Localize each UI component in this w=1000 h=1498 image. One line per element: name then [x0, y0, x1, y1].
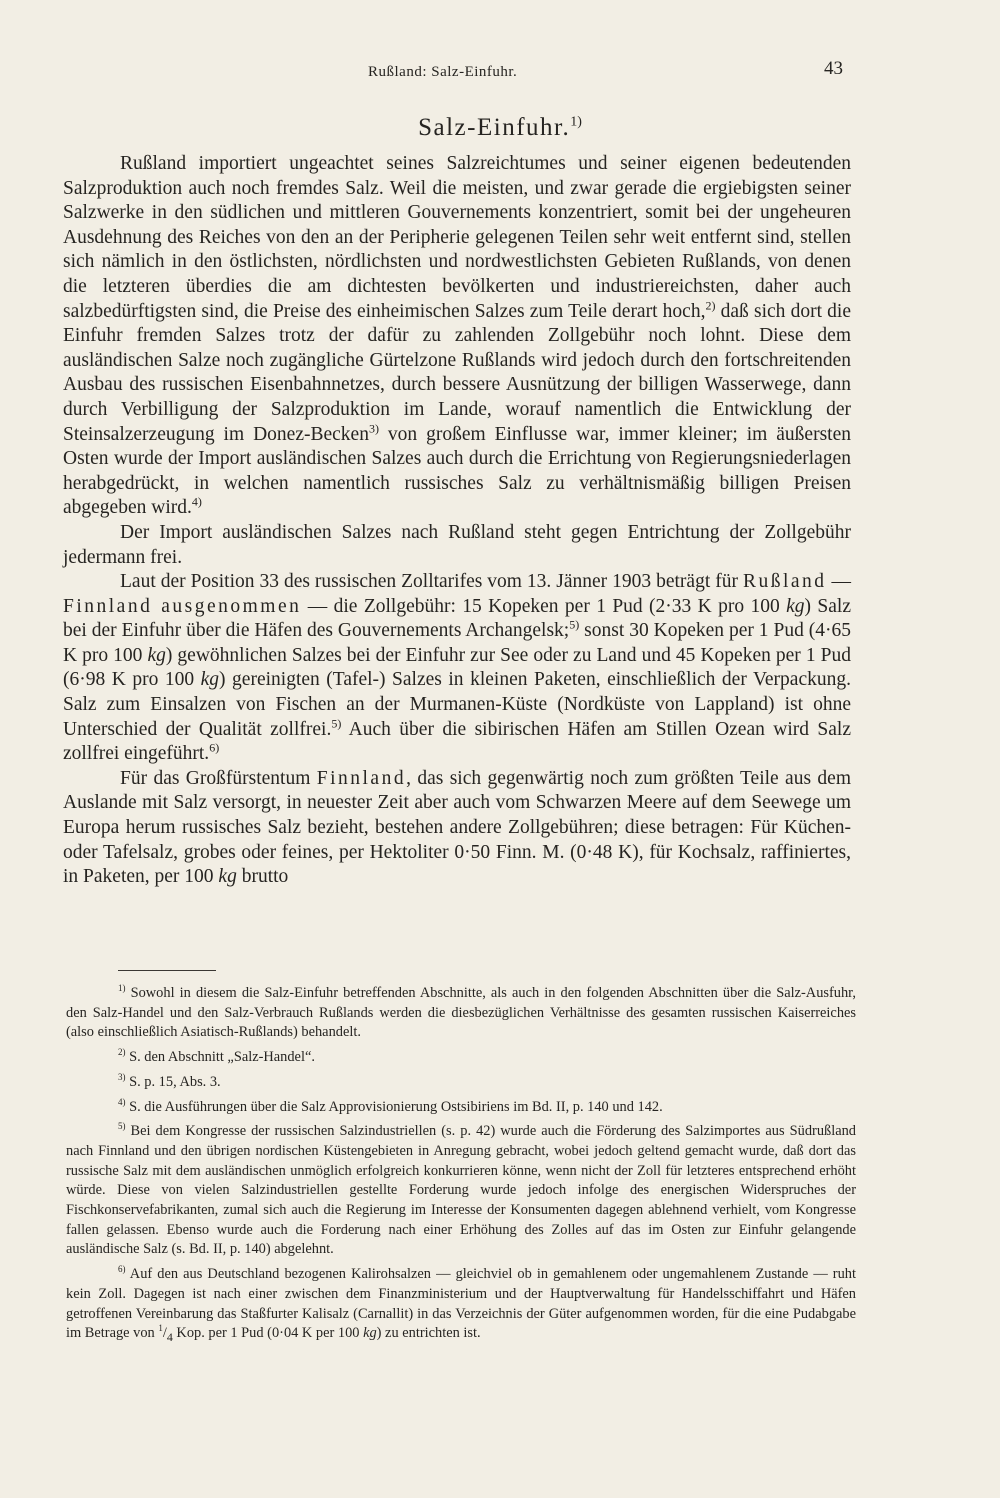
footnote-text: S. den Abschnitt „Salz-Handel“.	[125, 1049, 315, 1066]
paragraph-text: brutto	[236, 866, 289, 888]
footnote-ref: 4)	[191, 494, 202, 509]
fraction-numerator: 1	[158, 1323, 163, 1334]
paragraph-text: , das sich gegenwärtig noch zum größten Teile aus dem Auslande mit Salz versorgt, in neuester Zeit aber auch vom Schwarzen Meere auf dem Seewege um Europa herum russisches Salz bezieht, bestehen andere Zollgebühren; diese betragen: Für Küchen- oder Tafelsalz, grobes oder feines, per Hektoliter 0·50 Finn. M. (0·48 K), für Kochsalz, raffiniertes, in Paketen, per 100	[63, 767, 851, 888]
body-text	[63, 152, 851, 890]
footnote-mark: 5)	[118, 1121, 126, 1132]
unit-kg: kg	[200, 669, 220, 691]
footnote-mark: 1)	[118, 983, 126, 994]
footnote	[66, 1073, 856, 1093]
footnote-ref: 2)	[705, 298, 716, 313]
paragraph-text: sonst 30 Kopeken per 1 Pud (4·65 K pro 100	[63, 620, 852, 666]
footnote	[66, 984, 856, 1043]
footnote-text: S. die Ausführungen über die Salz Approvisionierung Ostsibiriens im Bd. II, p. 140 und 142.	[125, 1098, 663, 1115]
spaced-emphasis: Finnland ausgenommen	[63, 595, 302, 617]
footnote-text: S. p. 15, Abs. 3.	[125, 1073, 221, 1090]
footnote	[66, 1098, 856, 1118]
footnotes	[66, 984, 856, 1353]
spaced-emphasis: Finnland	[316, 767, 407, 789]
paragraph-text: —	[826, 571, 851, 593]
section-title-text: Salz-Einfuhr.	[418, 114, 571, 141]
footnote-text: Kop. per 1 Pud (0·04 K per 100	[172, 1325, 364, 1342]
footnote-mark: 6)	[118, 1264, 126, 1275]
footnote-text: Bei dem Kongresse der russischen Salzindustriellen (s. p. 42) wurde auch die Förderung des Salzimportes aus Südrußland nach Finnland und den übrigen nordischen Küstengebieten in Anregung gebracht, wobei jedoch geltend gemacht wurde, daß dort das russische Salz mit dem ausländischen unmöglich erfolgreich konkurrieren könne, wenn nicht der Zoll für letzteres entsprechend erhöht würde. Diese von vielen Salzindustriellen gestellte Forderung wurde jedoch infolge des energischen Widerspruches der Fischkonservefabrikanten, zumal sich auch die Regierung im Interesse der Konsumenten dagegen ablehnend verhielt, vom Kongresse fallen gelassen. Ebenso wurde auch die Forderung nach einer Erhöhung des Zolles auf das im Osten zur Einfuhr gelangende ausländische Salz (s. Bd. II, p. 140) abgelehnt.	[66, 1123, 856, 1258]
paragraph-text: Der Import ausländischen Salzes nach Rußland steht gegen Entrichtung der Zollgebühr jedermann frei.	[63, 521, 851, 568]
footnote-ref: 6)	[209, 740, 220, 755]
paragraph-text: Laut der Position 33 des russischen Zolltarifes vom 13. Jänner 1903 beträgt für	[120, 571, 743, 593]
unit-kg: kg	[363, 1325, 377, 1342]
footnote-mark: 2)	[118, 1047, 126, 1058]
paragraph	[63, 152, 851, 521]
paragraph-text: von großem Einflusse war, immer kleiner; im äußersten Osten wurde der Import ausländischen Salzes auch durch die Errichtung von Regierungsniederlagen herabgedrückt, in welchen namentlich russisches Salz zu verhältnismäßig billigen Preisen abgegeben wird.	[63, 423, 851, 519]
paragraph-text: daß sich dort die Einfuhr fremden Salzes trotz der dafür zu zahlenden Zollgebühr noch lohnt. Diese dem ausländischen Salze noch zugängliche Gürtelzone Rußlands wird jedoch durch den fortschreitenden Ausbau des russischen Eisenbahnnetzes, durch bessere Ausnützung der billigen Wasserwege, dann durch Verbilligung der Salzproduktion im Lande, worauf namentlich die Entwicklung der Steinsalzerzeugung im Donez-Becken	[63, 300, 851, 445]
paragraph	[63, 570, 851, 767]
paragraph-text: ) gereinigten (Tafel-) Salzes in kleinen Paketen, einschließlich der Verpackung. Salz zum Einsalzen von Fischen an der Murmanen-Küste (Nordküste von Lappland) ist ohne Unterschied der Qualität zollfrei.	[63, 669, 851, 740]
running-head: Rußland: Salz-Einfuhr.	[368, 64, 518, 80]
paragraph-text: Rußland importiert ungeachtet seines Salzreichtumes und seiner eigenen bedeutenden Salzproduktion auch noch fremdes Salz. Weil die meisten, und zwar gerade die ergiebigsten seiner Salzwerke in den südlichen und mittleren Gouvernements konzentriert, somit bei der ungeheuren Ausdehnung des Reiches von den an der Peripherie gelegenen Teilen sehr weit entfernt sind, stellen sich nämlich in den östlichsten, nördlichsten und nordwestlichsten Gebieten Rußlands, von denen die letzteren überdies die am dichtesten bevölkerten und industriereichsten, daher auch salzbedürftigsten sind, die Preise des einheimischen Salzes zum Teile derart hoch,	[63, 153, 851, 322]
paragraph	[63, 521, 851, 570]
page-number: 43	[824, 58, 843, 79]
footnote-divider	[118, 970, 216, 971]
footnote-ref: 5)	[569, 617, 580, 632]
unit-kg: kg	[218, 866, 237, 888]
paragraph-text: Für das Großfürstentum	[120, 767, 317, 789]
paragraph	[63, 767, 851, 890]
fraction-denominator: 4	[166, 1330, 173, 1345]
footnote-text: Auf den aus Deutschland bezogenen Kalirohsalzen — gleichviel ob in gemahlenem oder ungemahlenem Zustande — ruht kein Zoll. Dagegen ist nach einer zwischen dem Finanzministerium und der Hauptverwaltung für Handelsschiffahrt und Häfen getroffenen Vereinbarung das Staßfurter Kalisalz (Carnallit) in das Verzeichnis der Güter aufgenommen worden, für die eine Pudabgabe im Betrage von	[66, 1266, 856, 1342]
fraction-slash: /	[162, 1325, 167, 1342]
footnote-mark: 3)	[118, 1072, 126, 1083]
footnote	[66, 1265, 856, 1348]
paragraph-text: — die Zollgebühr: 15 Kopeken per 1 Pud (2·33 K pro 100	[301, 595, 787, 617]
footnote-text: ) zu entrichten ist.	[376, 1325, 481, 1342]
section-title	[0, 114, 1000, 142]
footnote-ref: 1)	[570, 114, 582, 130]
paragraph-text: ) Salz bei der Einfuhr über die Häfen des Gouvernements Archangelsk;	[63, 595, 851, 642]
footnote-text: Sowohl in diesem die Salz-Einfuhr betreffenden Abschnitte, als auch in den folgenden Abschnitten über die Salz-Ausfuhr, den Salz-Handel und den Salz-Verbrauch Rußlands werden die diesbezüglichen Verhältnisse des gesamten russischen Kaiserreiches (also einschließlich Asiatisch-Rußlands) behandelt.	[66, 985, 856, 1041]
unit-kg: kg	[786, 595, 805, 617]
footnote	[66, 1048, 856, 1068]
footnote-ref: 5)	[331, 716, 342, 731]
paragraph-text: ) gewöhnlichen Salzes bei der Einfuhr zur See oder zu Land und 45 Kopeken per 1 Pud (6·98 K pro 100	[63, 644, 851, 691]
footnote	[66, 1122, 856, 1260]
spaced-emphasis: Rußland	[742, 571, 827, 593]
unit-kg: kg	[147, 644, 166, 666]
paragraph-text: Auch über die sibirischen Häfen am Stillen Ozean wird Salz zollfrei eingeführt.	[63, 718, 851, 765]
footnote-ref: 3)	[368, 421, 379, 436]
footnote-mark: 4)	[118, 1096, 126, 1107]
